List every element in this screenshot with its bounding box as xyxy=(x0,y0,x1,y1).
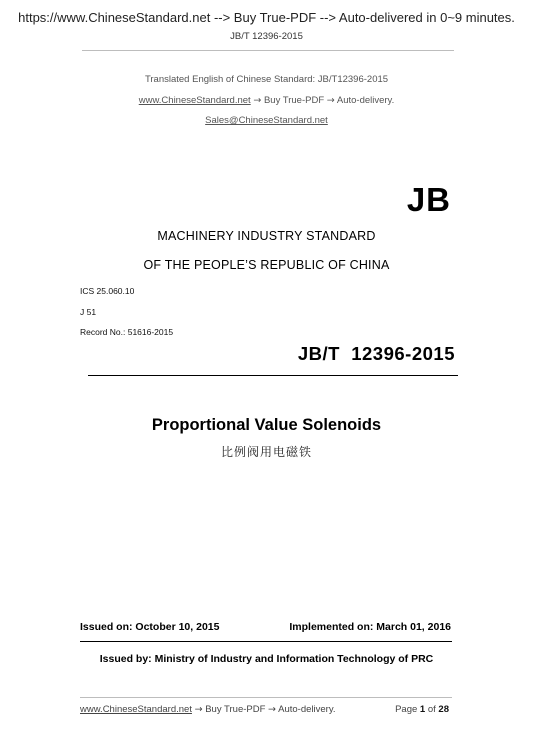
sales-email-link[interactable]: Sales@ChineseStandard.net xyxy=(205,115,328,126)
issuing-authority: Issued by: Ministry of Industry and Information Technology of PRC xyxy=(99,653,434,665)
header-standard-code: JB/T 12396-2015 xyxy=(230,31,303,42)
footer-promo: www.ChineseStandard.net → Buy True-PDF → Auto-delivery. xyxy=(80,704,336,715)
page-indicator: Page 1 of 28 xyxy=(395,704,449,715)
org-title-line2: OF THE PEOPLE’S REPUBLIC OF CHINA xyxy=(143,258,390,272)
org-title-line1: MACHINERY INDUSTRY STANDARD xyxy=(157,229,376,243)
arrow-right-icon: → xyxy=(268,704,277,715)
arrow-right-icon: → xyxy=(194,704,203,715)
ics-code: ICS 25.060.10 xyxy=(80,286,135,296)
classification-code: J 51 xyxy=(80,307,97,317)
translation-notice: Translated English of Chinese Standard: JB/T12396-2015 xyxy=(144,74,389,85)
standard-number-divider xyxy=(88,375,458,376)
document-title-chinese: 比例阀用电磁铁 xyxy=(220,445,312,459)
header-banner: https://www.ChineseStandard.net --> Buy True-PDF --> Auto-delivered in 0~9 minutes. xyxy=(18,10,515,25)
arrow-right-icon: → xyxy=(253,95,262,106)
arrow-right-icon: → xyxy=(326,95,335,106)
promo-line xyxy=(0,95,533,106)
sales-email-line xyxy=(0,115,533,126)
total-pages: 28 xyxy=(438,704,449,715)
promo-text: → Buy True-PDF → Auto-delivery. xyxy=(253,95,395,106)
current-page: 1 xyxy=(419,704,426,715)
record-number: Record No.: 51616-2015 xyxy=(80,327,174,337)
dates-divider xyxy=(80,641,452,642)
footer-divider xyxy=(80,697,452,698)
standard-number: JB/T 12396-2015 xyxy=(297,343,455,364)
implemented-date: Implemented on: March 01, 2016 xyxy=(289,621,451,633)
header-divider xyxy=(82,50,454,51)
footer-site-link[interactable]: www.ChineseStandard.net xyxy=(80,704,192,715)
document-title: Proportional Value Solenoids xyxy=(151,416,382,434)
site-link[interactable]: www.ChineseStandard.net xyxy=(138,95,251,106)
jb-logo: JB xyxy=(406,181,451,218)
issued-date: Issued on: October 10, 2015 xyxy=(80,621,220,633)
